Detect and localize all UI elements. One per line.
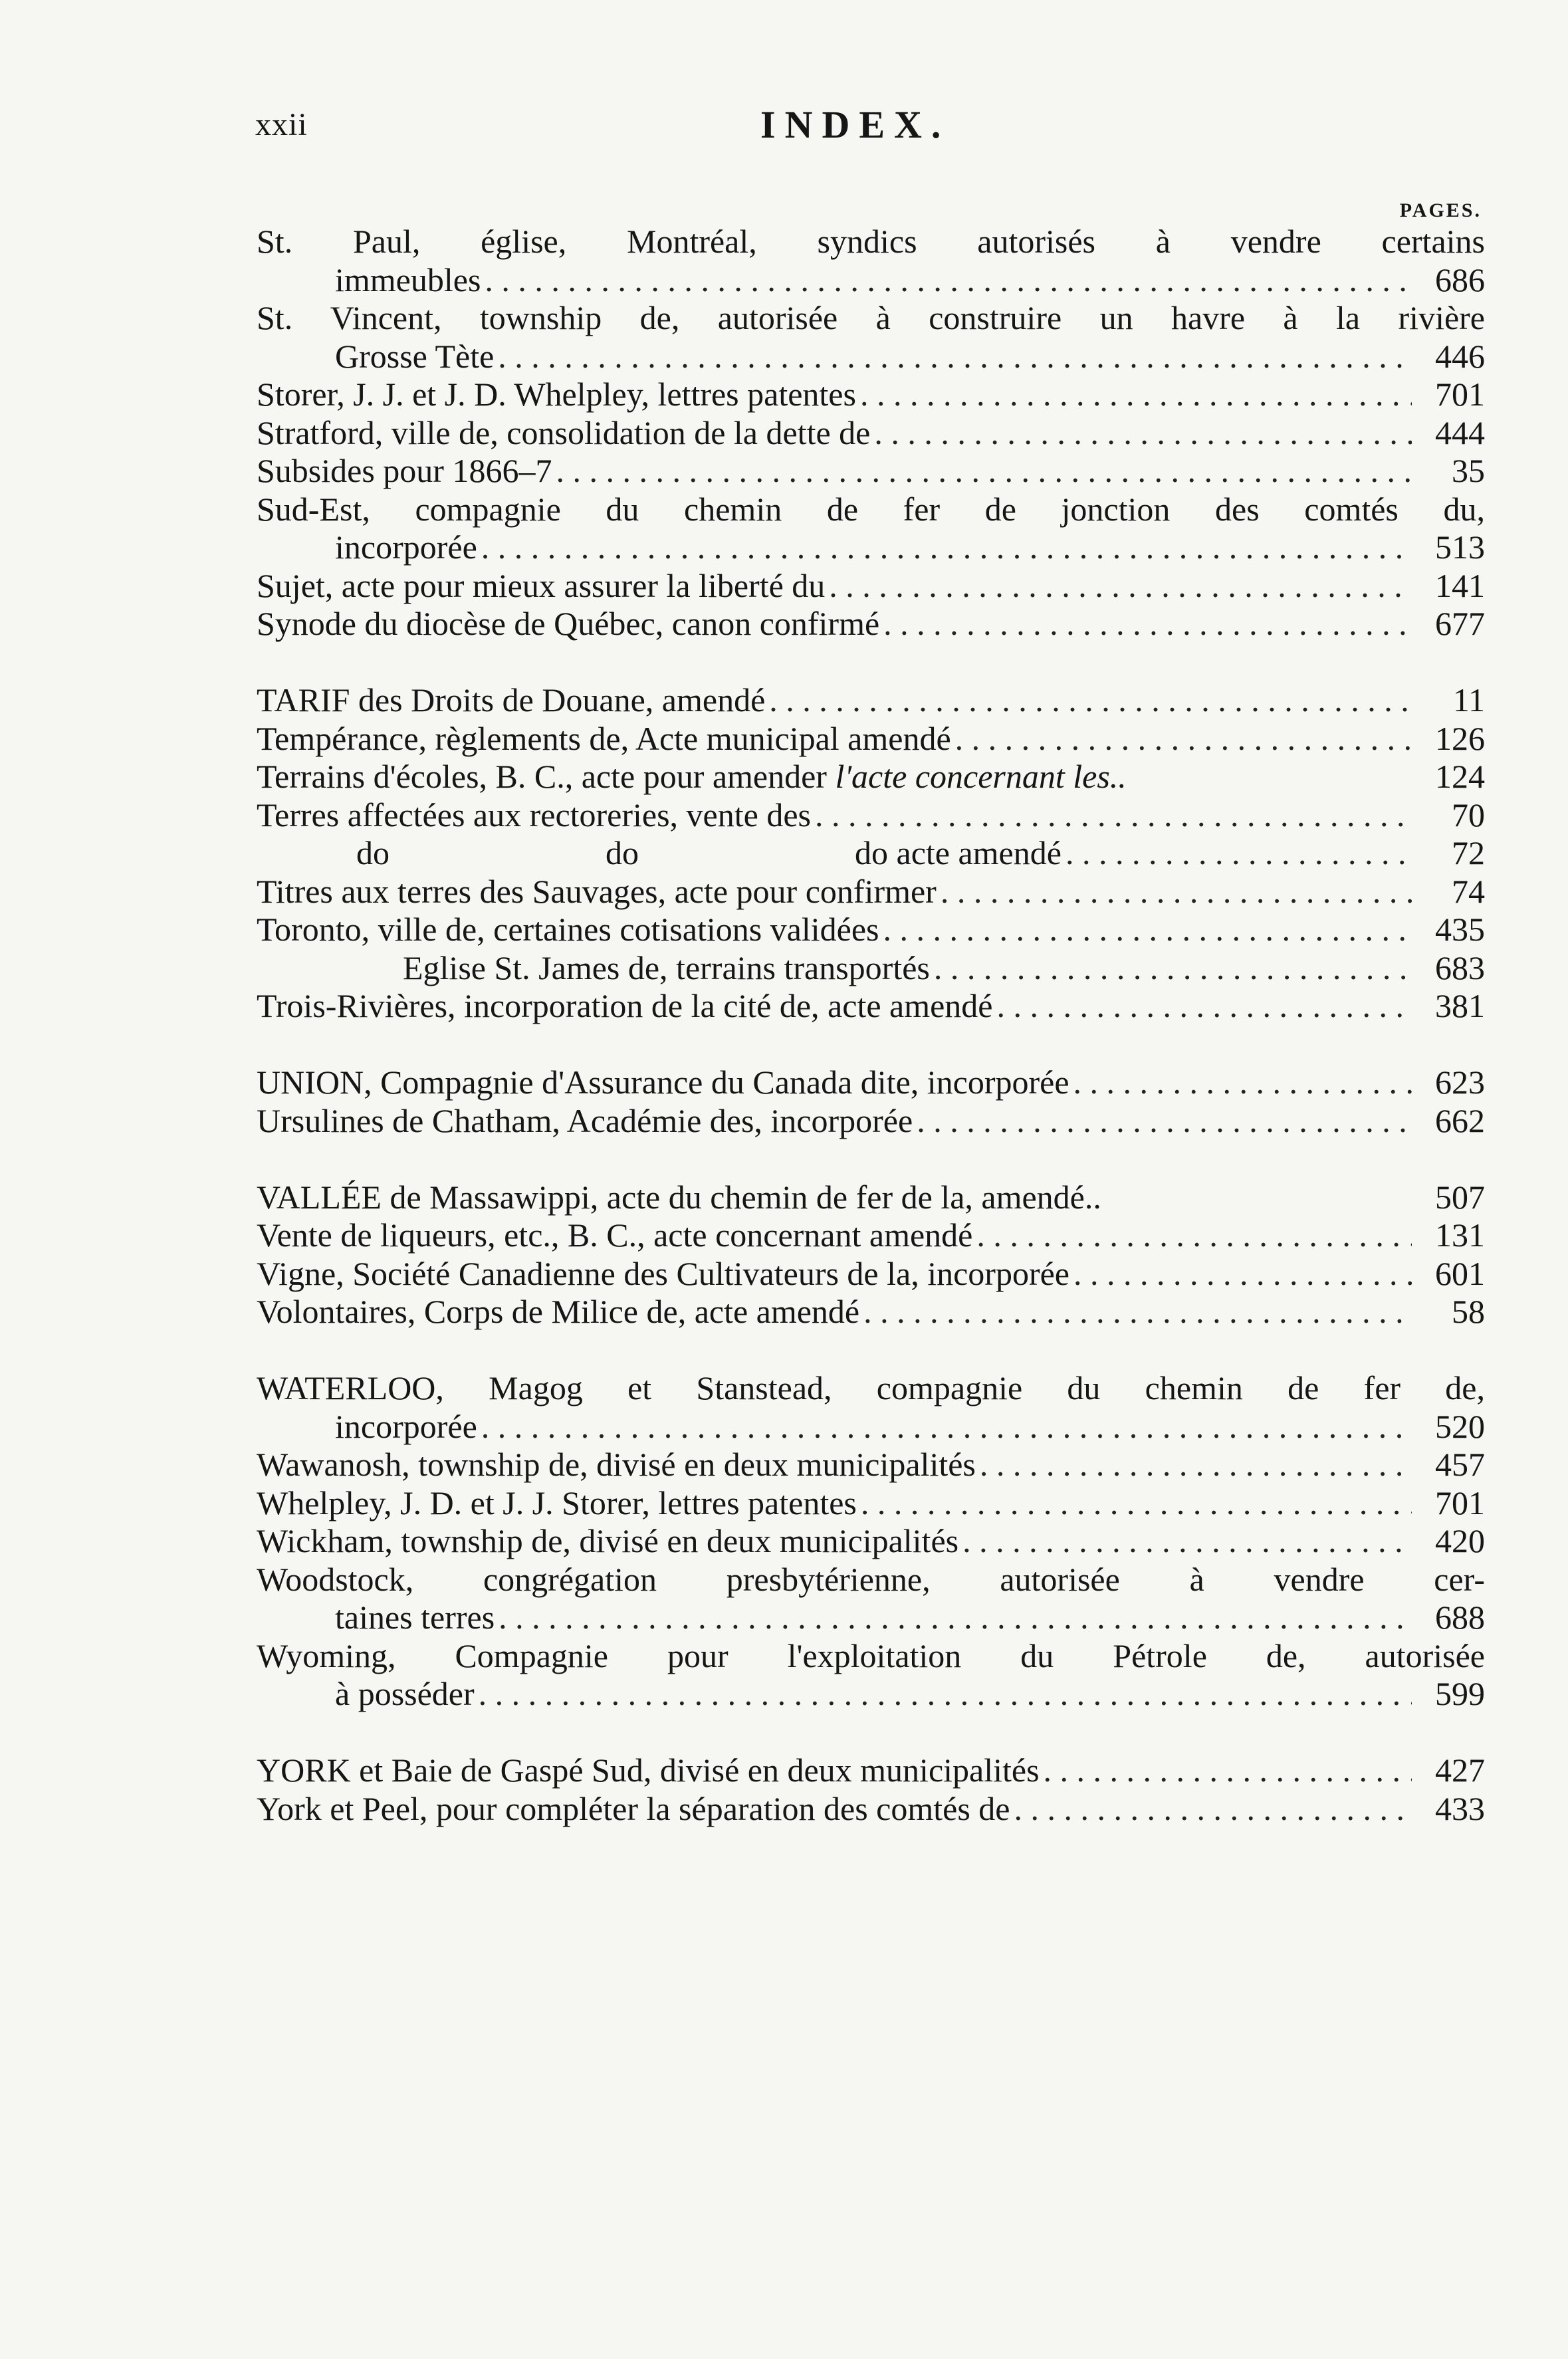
entry-page: 131 <box>1435 1216 1485 1254</box>
entry-text: Tempérance, règlements de, Acte municipal amendé <box>257 719 951 757</box>
entry-page: 683 <box>1435 949 1485 986</box>
dot-leader <box>883 605 1412 643</box>
entry-text: Wyoming, Compagnie pour l'exploitation du Pétrole de, autorisée <box>257 1636 1485 1674</box>
entry-page: 70 <box>1452 796 1485 834</box>
index-entry <box>257 491 1485 529</box>
index-entry <box>257 1179 1485 1217</box>
index-entry <box>257 1484 1485 1523</box>
entry-page: 446 <box>1435 337 1485 375</box>
entry-text: VALLÉE de Massawippi, acte du chemin de fer de la, amendé.. <box>257 1178 1101 1216</box>
entry-text: Synode du diocèse de Québec, canon confirmé <box>257 605 880 642</box>
entry-text: immeubles <box>335 261 481 298</box>
dot-leader <box>997 987 1412 1026</box>
entry-page: 58 <box>1452 1293 1485 1330</box>
entry-text: à posséder <box>335 1675 475 1712</box>
entry-page: 444 <box>1435 413 1485 451</box>
entry-text-roman: Terrains d'écoles, B. C., acte pour amender <box>257 758 827 795</box>
index-entry <box>257 949 1485 988</box>
index-entry <box>257 1369 1485 1408</box>
entry-page: 686 <box>1435 261 1485 298</box>
index-entry <box>257 873 1485 911</box>
entry-page: 457 <box>1435 1446 1485 1483</box>
dot-leader <box>498 338 1412 376</box>
index-entry <box>257 223 1485 261</box>
dot-leader <box>499 1599 1412 1637</box>
dot-leader <box>556 452 1412 491</box>
entry-page: 513 <box>1435 528 1485 566</box>
entry-text: Sujet, acte pour mieux assurer la liberté du <box>257 566 826 604</box>
entry-text: Wickham, township de, divisé en deux municipalités <box>257 1522 959 1559</box>
dot-leader <box>769 681 1412 720</box>
entry-text: Subsides pour 1866–7 <box>257 452 552 489</box>
entry-page: 599 <box>1435 1675 1485 1712</box>
dot-leader <box>962 1522 1412 1561</box>
entry-text <box>257 758 1127 796</box>
running-head <box>255 103 1485 160</box>
entry-text: YORK et Baie de Gaspé Sud, divisé en deux municipalités <box>257 1751 1040 1789</box>
dot-leader <box>829 567 1412 606</box>
entry-page: 420 <box>1435 1522 1485 1559</box>
entry-text: Ursulines de Chatham, Académie des, incorporée <box>257 1101 913 1139</box>
index-entry <box>257 299 1485 338</box>
index-entry <box>257 834 1485 873</box>
entry-text: Toronto, ville de, certaines cotisations validées <box>257 911 879 948</box>
index-list <box>257 223 1485 1828</box>
entry-page: 688 <box>1435 1599 1485 1636</box>
dot-leader <box>481 1408 1412 1446</box>
index-entry <box>257 261 1485 300</box>
ditto-text <box>257 834 1062 873</box>
entry-page: 433 <box>1435 1789 1485 1827</box>
entry-text: Vigne, Société Canadienne des Cultivateurs de la, incorporée <box>257 1254 1069 1292</box>
entry-text: York et Peel, pour compléter la séparation des comtés de <box>257 1789 1010 1827</box>
dot-leader <box>481 528 1412 567</box>
entry-text: WATERLOO, Magog et Stanstead, compagnie du chemin de fer de, <box>257 1369 1485 1406</box>
entry-text: taines terres <box>335 1599 495 1636</box>
index-entry <box>257 1255 1485 1293</box>
dot-leader <box>1073 1064 1412 1102</box>
dot-leader <box>863 1293 1412 1331</box>
index-entry <box>257 1102 1485 1141</box>
index-entry <box>257 1522 1485 1561</box>
entry-text: Trois-Rivières, incorporation de la cité de, acte amendé <box>257 987 993 1024</box>
page-number: xxii <box>255 107 308 142</box>
entry-text: Grosse Tète <box>335 337 495 375</box>
section-gap <box>257 1026 1485 1064</box>
entry-text: St. Vincent, township de, autorisée à construire un havre à la rivière <box>257 299 1485 336</box>
dot-leader <box>861 1484 1412 1523</box>
dot-leader <box>1014 1790 1412 1829</box>
dot-leader <box>485 261 1412 300</box>
index-entry <box>257 1599 1485 1637</box>
entry-text: UNION, Compagnie d'Assurance du Canada dite, incorporée <box>257 1064 1069 1101</box>
index-entry <box>257 1637 1485 1676</box>
section-gap <box>257 1331 1485 1370</box>
index-entry <box>257 911 1485 949</box>
entry-page: 35 <box>1452 452 1485 489</box>
entry-text: Vente de liqueurs, etc., B. C., acte concernant amendé <box>257 1216 973 1254</box>
entry-text: Titres aux terres des Sauvages, acte pour confirmer <box>257 872 937 910</box>
entry-page: 141 <box>1435 566 1485 604</box>
entry-text: Whelpley, J. D. et J. J. Storer, lettres patentes <box>257 1484 857 1521</box>
dot-leader <box>883 911 1412 949</box>
entry-page: 507 <box>1435 1178 1485 1216</box>
section-gap <box>257 1140 1485 1179</box>
entry-text: Stratford, ville de, consolidation de la dette de <box>257 413 871 451</box>
ditto-2: do <box>606 834 639 871</box>
index-entry <box>257 1790 1485 1829</box>
entry-text: Wawanosh, township de, divisé en deux municipalités <box>257 1446 976 1483</box>
pages-column-header: PAGES. <box>1399 199 1482 221</box>
entry-page: 74 <box>1452 872 1485 910</box>
entry-page: 427 <box>1435 1751 1485 1789</box>
dot-leader <box>976 1216 1412 1255</box>
dot-leader <box>1044 1751 1412 1790</box>
index-entry <box>257 1408 1485 1446</box>
section-gap <box>257 643 1485 682</box>
entry-text: Eglise St. James de, terrains transportés <box>403 949 930 986</box>
entry-page: 662 <box>1435 1101 1485 1139</box>
dot-leader <box>1073 1255 1412 1293</box>
index-entry <box>257 452 1485 491</box>
index-entry <box>257 681 1485 720</box>
entry-page: 435 <box>1435 911 1485 948</box>
ditto-1: do <box>356 834 390 871</box>
entry-page: 381 <box>1435 987 1485 1024</box>
entry-page: 601 <box>1435 1254 1485 1292</box>
ditto-3: do acte amendé <box>855 834 1062 871</box>
entry-page: 520 <box>1435 1407 1485 1445</box>
entry-text: St. Paul, église, Montréal, syndics autorisés à vendre certains <box>257 223 1485 260</box>
entry-text: incorporée <box>335 528 477 566</box>
index-entry <box>257 1675 1485 1714</box>
index-entry <box>257 758 1485 796</box>
dot-leader <box>874 414 1412 453</box>
entry-text: incorporée <box>335 1407 477 1445</box>
index-entry <box>257 1216 1485 1255</box>
index-entry <box>257 338 1485 376</box>
dot-leader <box>479 1675 1412 1714</box>
index-entry <box>257 1751 1485 1790</box>
dot-leader <box>955 720 1412 758</box>
entry-text: Terres affectées aux rectoreries, vente des <box>257 796 811 834</box>
dot-leader <box>1065 834 1412 873</box>
entry-text: Woodstock, congrégation presbytérienne, autorisée à vendre cer- <box>257 1560 1485 1598</box>
index-entry <box>257 720 1485 758</box>
entry-text: Storer, J. J. et J. D. Whelpley, lettres patentes <box>257 376 856 413</box>
index-entry <box>257 987 1485 1026</box>
entry-page: 677 <box>1435 605 1485 642</box>
entry-text-italic: l'acte concernant les.. <box>835 758 1127 795</box>
entry-text: Sud-Est, compagnie du chemin de fer de jonction des comtés du, <box>257 490 1485 528</box>
index-entry <box>257 414 1485 453</box>
index-entry <box>257 567 1485 606</box>
dot-leader <box>815 796 1412 835</box>
index-entry <box>257 528 1485 567</box>
entry-text: Volontaires, Corps de Milice de, acte amendé <box>257 1293 860 1330</box>
section-gap <box>257 1714 1485 1752</box>
entry-page: 701 <box>1435 376 1485 413</box>
index-entry <box>257 605 1485 643</box>
dot-leader <box>934 949 1412 988</box>
dot-leader <box>860 376 1412 414</box>
index-entry <box>257 1293 1485 1331</box>
entry-page: 701 <box>1435 1484 1485 1521</box>
index-entry <box>257 376 1485 414</box>
index-entry <box>257 796 1485 835</box>
index-entry <box>257 1064 1485 1102</box>
dot-leader <box>980 1446 1412 1484</box>
dot-leader <box>941 873 1412 911</box>
entry-page: 126 <box>1435 719 1485 757</box>
index-entry <box>257 1446 1485 1484</box>
index-entry <box>257 1561 1485 1599</box>
page-title: INDEX. <box>760 103 951 146</box>
entry-page: 72 <box>1452 834 1485 871</box>
dot-leader <box>917 1102 1412 1141</box>
entry-page: 124 <box>1435 758 1485 795</box>
entry-page: 11 <box>1452 681 1485 719</box>
entry-page: 623 <box>1435 1064 1485 1101</box>
entry-text: TARIF des Droits de Douane, amendé <box>257 681 766 719</box>
